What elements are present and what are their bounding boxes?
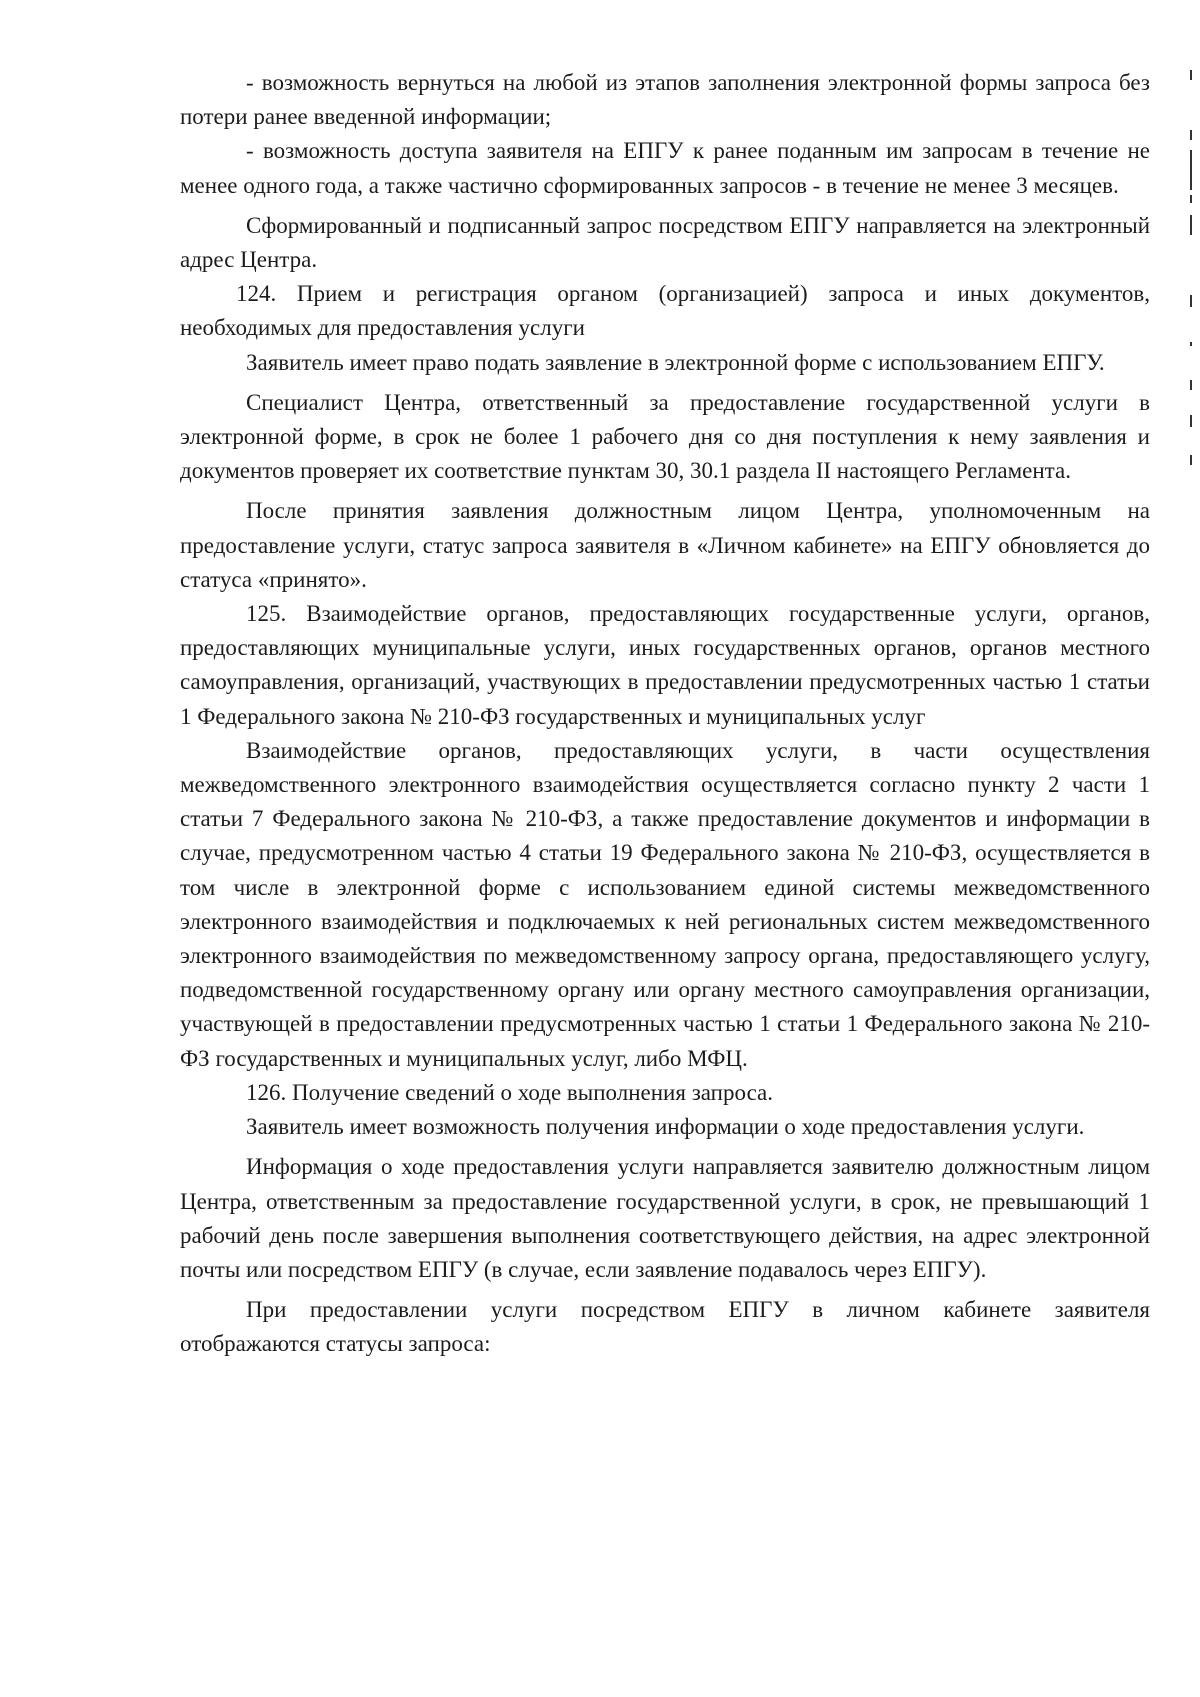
paragraph-statuses: При предоставлении услуги посредством ЕПГУ в личном кабинете заявителя отображаются статусы запроса: [180, 1297, 1150, 1357]
section-heading-126: 126. Получение сведений о ходе выполнения запроса. [246, 1079, 774, 1105]
section-heading-124: 124. Прием и регистрация органом (организацией) запроса и иных документов, необходимых для предоставления услуги [180, 281, 1150, 341]
paragraph-interaction: Взаимодействие органов, предоставляющих услуги, в части осуществления межведомственного электронного взаимодействия осуществляется согласно пункту 2 части 1 статьи 7 Федерального закона № 210-ФЗ, а также предоставление документов и информации в случае, предусмотренном частью 4 статьи 19 Федерального закона № 210-ФЗ, осуществляется в том числе в электронной форме с использованием единой системы межведомственного электронного взаимодействия и подключаемых к ней региональных систем межведомственного электронного взаимодействия по межведомственному запросу органа, предоставляющего услугу, подведомственной государственному органу или органу местного самоуправления организации, участвующей в предоставлении предусмотренных частью 1 статьи 1 Федерального закона № 210-ФЗ государственных и муниципальных услуг, либо МФЦ. [180, 737, 1150, 1071]
paragraph-progress-info: Заявитель имеет возможность получения информации о ходе предоставления услуги. [246, 1114, 1085, 1140]
paragraph-status-accepted: После принятия заявления должностным лицом Центра, уполномоченным на предоставление услуги, статус запроса заявителя в «Личном кабинете» на ЕПГУ обновляется до статуса «принято». [180, 498, 1150, 592]
paragraph-applicant-right: Заявитель имеет право подать заявление в электронной форме с использованием ЕПГУ. [246, 349, 1105, 375]
scan-margin-marks [1188, 70, 1196, 490]
paragraph-specialist-check: Специалист Центра, ответственный за предоставление государственной услуги в электронной форме, в срок не более 1 рабочего дня со дня поступления к нему заявления и документов проверяет их соответствие пунктам 30, 30.1 раздела II настоящего Регламента. [180, 389, 1150, 484]
paragraph-info-delivery: Информация о ходе предоставления услуги направляется заявителю должностным лицом Центра, ответственным за предоставление государственной услуги, в срок, не превышающий 1 рабочий день после завершения выполнения соответствующего действия, на адрес электронной почты или посредством ЕПГУ (в случае, если заявление подавалось через ЕПГУ). [180, 1154, 1150, 1282]
paragraph-return-to-step: - возможность вернуться на любой из этапов заполнения электронной формы запроса без потери ранее введенной информации; [180, 70, 1150, 130]
document-page [180, 66, 1150, 1362]
paragraph-access-requests: - возможность доступа заявителя на ЕПГУ к ранее поданным им запросам в течение не менее одного года, а также частично сформированных запросов - в течение не менее 3 месяцев. [180, 138, 1150, 198]
section-heading-125: 125. Взаимодействие органов, предоставляющих государственные услуги, органов, предоставляющих муниципальные услуги, иных государственных органов, органов местного самоуправления, организаций, участвующих в предоставлении предусмотренных частью 1 статьи 1 Федерального закона № 210-ФЗ государственных и муниципальных услуг [180, 601, 1150, 729]
paragraph-request-sent: Сформированный и подписанный запрос посредством ЕПГУ направляется на электронный адрес Центра. [180, 212, 1150, 273]
